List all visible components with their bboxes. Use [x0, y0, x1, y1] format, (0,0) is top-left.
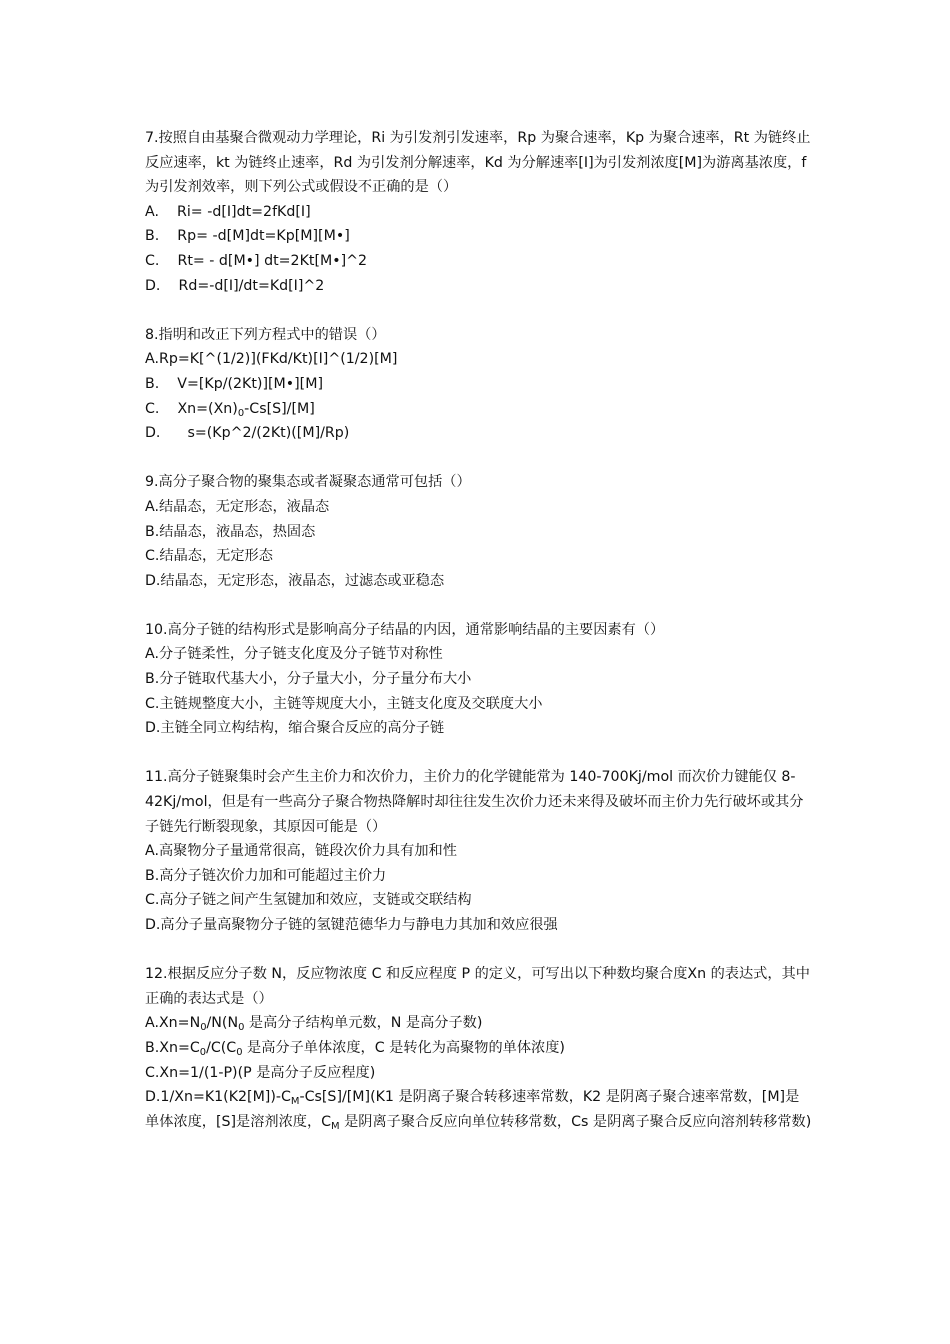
option-c: C.高分子链之间产生氢键加和效应，支链或交联结构 [145, 892, 472, 909]
option-c: C. Rt= - d[M•] dt=2Kt[M•]^2 [145, 252, 368, 269]
question-stem: 12.根据反应分子数 N，反应物浓度 C 和反应程度 P 的定义，可写出以下种数均聚合度Xn 的表达式，其中正确的表达式是（） [145, 966, 810, 1007]
question-stem: 9.高分子聚合物的聚集态或者凝聚态通常可包括（） [145, 474, 471, 491]
document-page [145, 126, 813, 1159]
option-c: C.Xn=1/(1-P)(P 是高分子反应程度) [145, 1064, 376, 1081]
question-stem: 7.按照自由基聚合微观动力学理论，Ri 为引发剂引发速率，Rp 为聚合速率，Kp 为聚合速率，Rt 为链终止反应速率，kt 为链终止速率，Rd 为引发剂分解速率，Kd 为分解速率[I]为引发剂浓度[M]为游离基浓度，f 为引发剂效率，则下列公式或假设不正确的是（） [145, 130, 811, 196]
option-b: B.结晶态，液晶态，热固态 [145, 523, 316, 540]
option-a: A.分子链柔性，分子链支化度及分子链节对称性 [145, 646, 443, 663]
question-stem: 11.高分子链聚集时会产生主价力和次价力，主价力的化学键能常为 140-700Kj/mol 而次价力键能仅 8-42Kj/mol，但是有一些高分子聚合物热降解时却往往发生次价力还未来得及破坏而主价力先行破坏或其分子链先行断裂现象，其原因可能是（） [145, 769, 804, 835]
option-b: $B.Xn=C_0/C(C_0$ 是高分子单体浓度，C 是转化为高聚物的单体浓度) [145, 1039, 565, 1058]
option-b: B. Rp= -d[M]dt=Kp[M][M•] [145, 228, 350, 245]
question-stem: 8.指明和改正下列方程式中的错误（） [145, 326, 386, 343]
option-a: $A.Xn=N_0/N(N_0$ 是高分子结构单元数，N 是高分子数) [145, 1015, 483, 1034]
question-11 [145, 765, 813, 937]
option-b: B.分子链取代基大小，分子量大小，分子量分布大小 [145, 671, 472, 688]
question-10 [145, 618, 813, 741]
option-d: $D.1/Xn=K1(K2[M])-C_M-Cs[S]/[M](K1$ 是阴离子聚合转移速率常数，K2 是阴离子聚合速率常数，[M]是单体浓度，[S]是溶剂浓度，$C_M$ 是阴离子聚合反应向单位转移常数，Cs 是阴离子聚合反应向溶剂转移常数) [145, 1089, 812, 1132]
option-a: A.高聚物分子量通常很高，链段次价力具有加和性 [145, 843, 457, 860]
option-a: A. Ri= -d[I]dt=2fKd[I] [145, 203, 311, 220]
option-c: C. $Xn=(Xn)_0-Cs[S]/[M]$ [145, 400, 315, 419]
option-c: C.结晶态，无定形态 [145, 548, 273, 565]
option-c: C.主链规整度大小，主链等规度大小，主链支化度及交联度大小 [145, 695, 543, 712]
question-8 [145, 323, 813, 446]
option-d: D. s=(Kp^2/(2Kt)([M]/Rp) [145, 425, 350, 442]
option-b: B.高分子链次价力加和可能超过主价力 [145, 867, 387, 884]
question-stem: 10.高分子链的结构形式是影响高分子结晶的内因，通常影响结晶的主要因素有（） [145, 621, 665, 638]
question-7 [145, 126, 813, 298]
question-9 [145, 470, 813, 593]
option-a: A.结晶态，无定形态，液晶态 [145, 498, 330, 515]
question-12 [145, 962, 813, 1134]
option-a: A.Rp=K[^(1/2)](FKd/Kt)[I]^(1/2)[M] [145, 351, 398, 368]
option-d: D.高分子量高聚物分子链的氢键范德华力与静电力其加和效应很强 [145, 917, 558, 933]
option-b: B. V=[Kp/(2Kt)][M•][M] [145, 375, 323, 392]
option-d: D. Rd=-d[I]/dt=Kd[I]^2 [145, 277, 325, 294]
option-d: D.结晶态，无定形态，液晶态，过滤态或亚稳态 [145, 572, 445, 589]
option-d: D.主链全同立构结构，缩合聚合反应的高分子链 [145, 720, 445, 737]
